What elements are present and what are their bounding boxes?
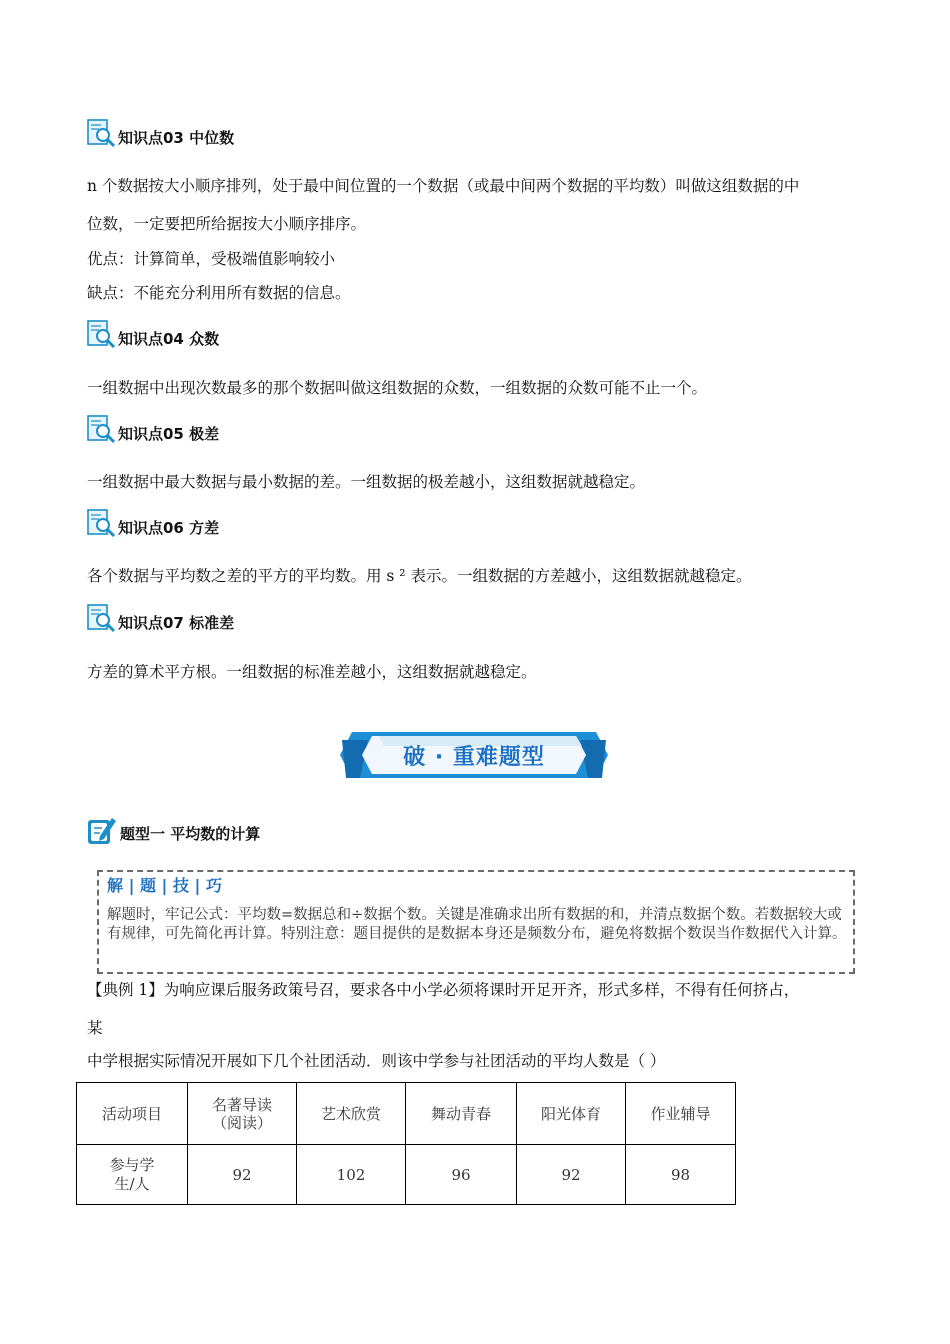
table-row-label (77, 1145, 188, 1205)
table-header-cell: 活动项目 (77, 1083, 188, 1145)
variance-text: 各个数据与平均数之差的平方的平均数。用 s ² 表示。一组数据的方差越小，这组数据就越稳定。 (87, 567, 752, 585)
range-text: 一组数据中最大数据与最小数据的差。一组数据的极差越小，这组数据就越稳定。 (87, 473, 646, 491)
magnifier-document-icon (86, 603, 116, 633)
table-row (77, 1145, 736, 1205)
magnifier-document-icon (86, 118, 116, 148)
median-line2: 位数，一定要把所给据按大小顺序排序。 (87, 215, 367, 233)
kp06-title: 知识点06 方差 (118, 519, 220, 537)
example-line2: 某 (87, 1019, 103, 1037)
kp06-heading (86, 504, 219, 538)
median-line1: n 个数据按大小顺序排列，处于最中间位置的一个数据（或最中间两个数据的平均数）叫做这组数据的中 (87, 177, 800, 195)
table-header-cell: 作业辅导 (626, 1083, 736, 1145)
table-cell: 98 (626, 1145, 736, 1205)
tip-body: 解题时，牢记公式：平均数=数据总和÷数据个数。关键是准确求出所有数据的和，并清点数据个数。若数据较大或有规律，可先简化再计算。特别注意：题目提供的是数据本身还是频数分布，避免将数据个数误当作数据代入计算。 (107, 907, 847, 942)
kp03-heading (86, 114, 234, 148)
question-type-title: 题型一 平均数的计算 (120, 825, 261, 843)
table-cell: 102 (297, 1145, 406, 1205)
kp05-heading (86, 410, 219, 444)
table-header-cell (188, 1083, 297, 1145)
table-cell: 96 (406, 1145, 517, 1205)
magnifier-document-icon (86, 414, 116, 444)
mode-text: 一组数据中出现次数最多的那个数据叫做这组数据的众数，一组数据的众数可能不止一个。 (87, 379, 708, 397)
kp04-heading (86, 315, 219, 349)
kp04-title: 知识点04 众数 (118, 330, 220, 348)
question-type-heading (86, 812, 260, 846)
table-row-label-text: 参与学生/人 (109, 1155, 155, 1193)
table-header-cell: 阳光体育 (517, 1083, 626, 1145)
kp03-title: 知识点03 中位数 (118, 129, 235, 147)
kp07-heading (86, 599, 234, 633)
pen-note-icon (86, 814, 116, 846)
table-header-row (77, 1083, 736, 1145)
tip-label: 解 | 题 | 技 | 巧 (107, 876, 222, 895)
banner-title: 破 · 重难题型 (403, 744, 545, 770)
magnifier-document-icon (86, 319, 116, 349)
table-header-cell: 舞动青春 (406, 1083, 517, 1145)
example-line3: 中学根据实际情况开展如下几个社团活动．则该中学参与社团活动的平均人数是（ ） (87, 1052, 666, 1070)
example-line1: 【典例 1】为响应课后服务政策号召，要求各中小学必须将课时开足开齐，形式多样，不得有任何挤占， (87, 981, 800, 999)
table-cell: 92 (188, 1145, 297, 1205)
magnifier-document-icon (86, 508, 116, 538)
table-header-cell-text: 名著导读（阅读） (211, 1095, 272, 1132)
table-cell: 92 (517, 1145, 626, 1205)
activity-table (76, 1082, 736, 1205)
median-cons: 缺点：不能充分利用所有数据的信息。 (87, 284, 351, 302)
kp05-title: 知识点05 极差 (118, 425, 220, 443)
kp07-title: 知识点07 标准差 (118, 614, 235, 632)
median-pros: 优点：计算简单，受极端值影响较小 (87, 250, 336, 268)
stddev-text: 方差的算术平方根。一组数据的标准差越小，这组数据就越稳定。 (87, 663, 537, 681)
table-header-cell: 艺术欣赏 (297, 1083, 406, 1145)
